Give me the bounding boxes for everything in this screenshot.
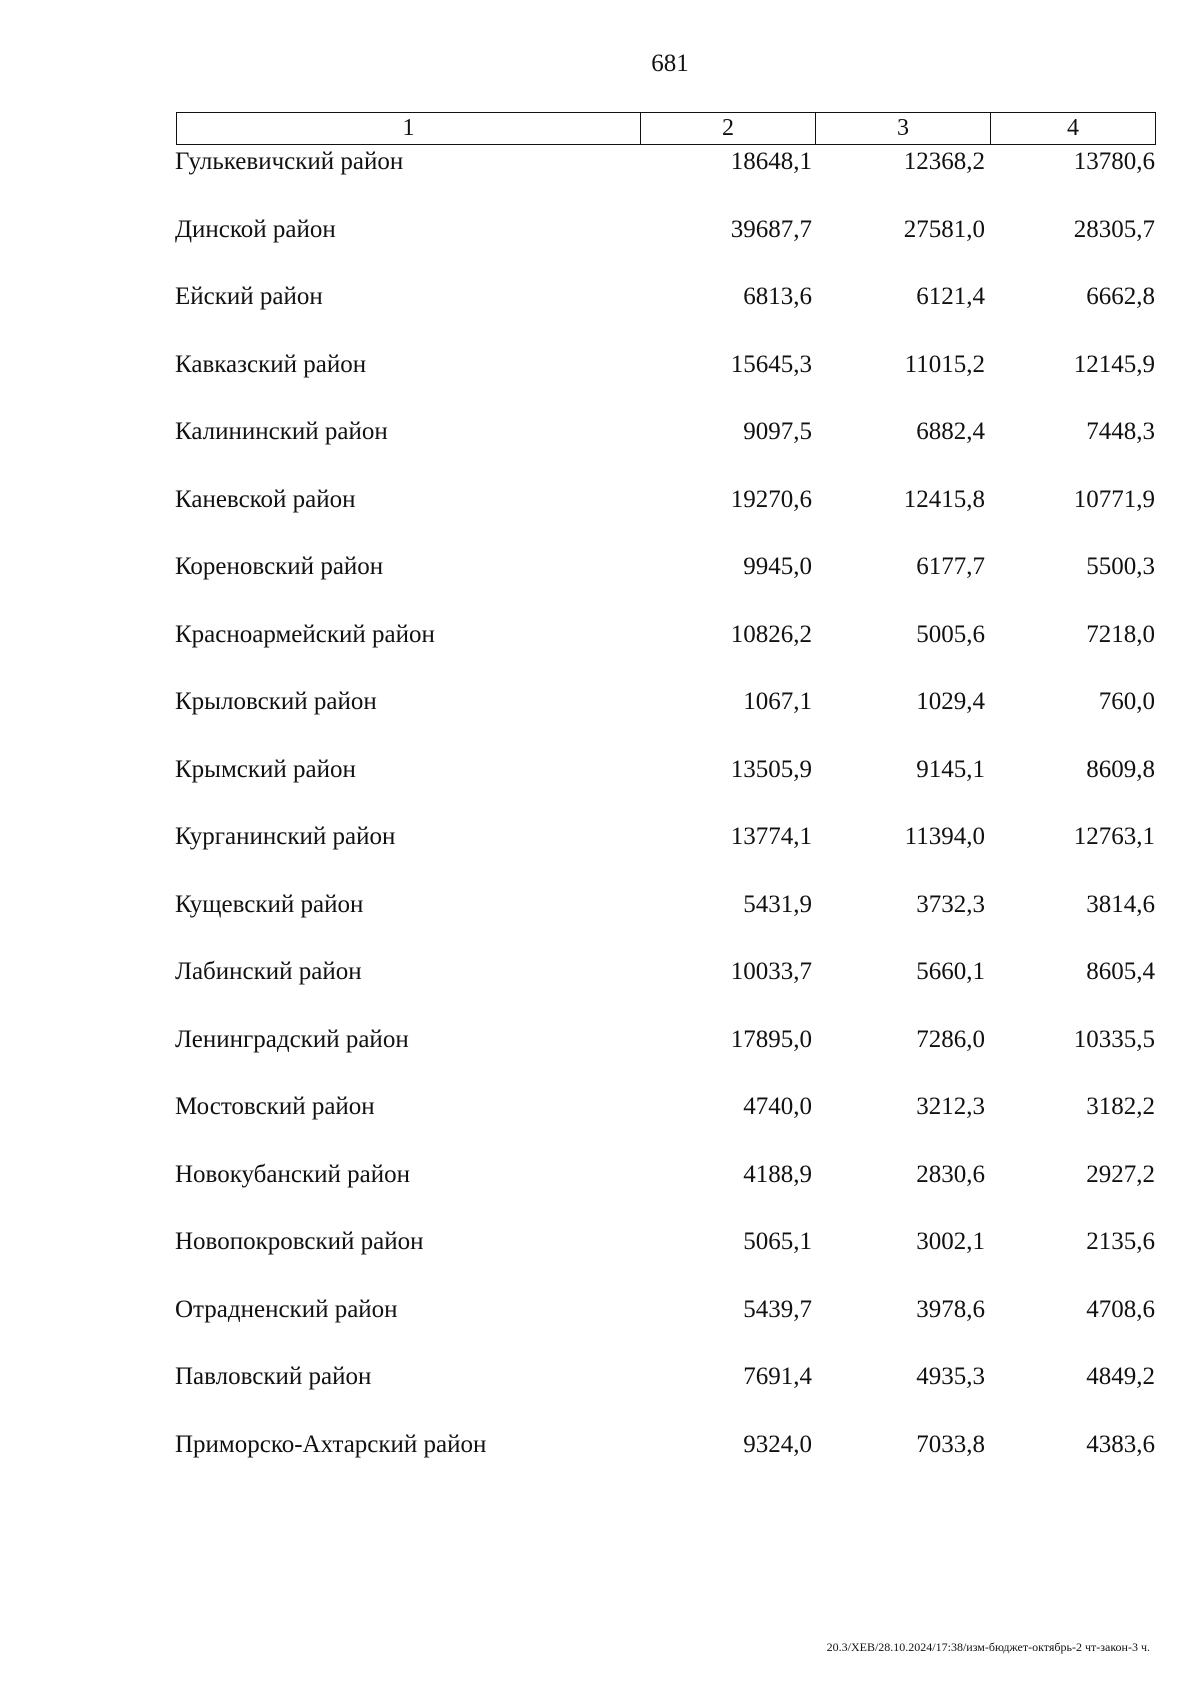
district-name: Курганинский район — [175, 823, 396, 850]
table-row — [0, 1296, 1200, 1336]
value-col-3: 5005,6 — [916, 620, 985, 648]
value-col-4: 2927,2 — [1086, 1160, 1155, 1188]
table-row — [0, 1228, 1200, 1268]
value-col-4: 5500,3 — [1086, 553, 1155, 580]
district-name: Динской район — [175, 215, 336, 243]
value-col-4: 8605,4 — [1086, 958, 1155, 985]
value-col-3: 3212,3 — [916, 1093, 985, 1120]
table-row — [0, 283, 1200, 323]
value-col-2: 9324,0 — [743, 1430, 812, 1458]
value-col-4: 4708,6 — [1086, 1295, 1155, 1323]
table-row — [0, 418, 1200, 458]
value-col-3: 12415,8 — [903, 485, 985, 513]
header-cell-1: 1 — [402, 115, 415, 141]
table-row — [0, 958, 1200, 998]
value-col-4: 8609,8 — [1086, 755, 1155, 783]
value-col-2: 13774,1 — [730, 823, 812, 850]
value-col-4: 3814,6 — [1086, 890, 1155, 918]
table-header — [176, 112, 1156, 145]
value-col-2: 15645,3 — [730, 350, 812, 378]
value-col-3: 6177,7 — [916, 553, 985, 580]
value-col-2: 1067,1 — [743, 688, 812, 715]
value-col-4: 4849,2 — [1086, 1363, 1155, 1390]
value-col-3: 12368,2 — [903, 148, 985, 175]
district-name: Гулькевичский район — [175, 148, 404, 175]
value-col-3: 9145,1 — [916, 755, 985, 783]
value-col-2: 9097,5 — [743, 418, 812, 445]
table-row — [0, 756, 1200, 796]
document-footer: 20.3/ХЕВ/28.10.2024/17:38/изм-бюджет-октябрь-2 чт-закон-3 ч. — [826, 1640, 1150, 1654]
value-col-3: 4935,3 — [916, 1363, 985, 1390]
value-col-2: 5439,7 — [743, 1295, 812, 1323]
district-name: Кавказский район — [175, 350, 367, 378]
district-name: Павловский район — [175, 1363, 372, 1390]
value-col-4: 10335,5 — [1073, 1025, 1155, 1053]
value-col-3: 6121,4 — [916, 283, 985, 310]
page-number: 681 — [651, 50, 689, 77]
table-row — [0, 823, 1200, 863]
table-row — [0, 351, 1200, 391]
value-col-3: 1029,4 — [916, 688, 985, 715]
value-col-4: 3182,2 — [1086, 1093, 1155, 1120]
value-col-2: 5065,1 — [743, 1228, 812, 1255]
value-col-4: 760,0 — [1098, 688, 1155, 715]
value-col-2: 6813,6 — [743, 283, 812, 310]
value-col-4: 6662,8 — [1086, 283, 1155, 310]
value-col-4: 2135,6 — [1086, 1228, 1155, 1255]
value-col-3: 3002,1 — [916, 1228, 985, 1255]
table-row — [0, 688, 1200, 728]
value-col-2: 10033,7 — [730, 958, 812, 985]
value-col-3: 2830,6 — [916, 1160, 985, 1188]
value-col-2: 18648,1 — [730, 148, 812, 175]
district-name: Ейский район — [175, 283, 323, 310]
table-row — [0, 148, 1200, 188]
table-row — [0, 486, 1200, 526]
value-col-3: 5660,1 — [916, 958, 985, 985]
table-row — [0, 1161, 1200, 1201]
value-col-2: 7691,4 — [743, 1363, 812, 1390]
value-col-2: 5431,9 — [743, 890, 812, 918]
district-name: Калининский район — [175, 418, 388, 445]
value-col-3: 7033,8 — [916, 1430, 985, 1458]
district-name: Крымский район — [175, 755, 356, 783]
table-row — [0, 553, 1200, 593]
value-col-2: 4188,9 — [743, 1160, 812, 1188]
header-cell-2: 2 — [640, 113, 815, 144]
value-col-3: 3732,3 — [916, 890, 985, 918]
value-col-2: 4740,0 — [743, 1093, 812, 1120]
district-name: Новокубанский район — [175, 1160, 410, 1188]
value-col-2: 39687,7 — [730, 215, 812, 243]
table-row — [0, 216, 1200, 256]
district-name: Отрадненский район — [175, 1295, 398, 1323]
district-name: Красноармейский район — [175, 620, 435, 648]
district-name: Приморско-Ахтарский район — [175, 1430, 487, 1458]
value-col-3: 3978,6 — [916, 1295, 985, 1323]
district-name: Кореновский район — [175, 553, 384, 580]
district-name: Крыловский район — [175, 688, 377, 715]
district-name: Новопокровский район — [175, 1228, 424, 1255]
value-col-3: 27581,0 — [903, 215, 985, 243]
value-col-4: 10771,9 — [1073, 485, 1155, 513]
value-col-4: 13780,6 — [1073, 148, 1155, 175]
value-col-2: 17895,0 — [730, 1025, 812, 1053]
header-cell-4: 4 — [990, 113, 1155, 144]
value-col-4: 7218,0 — [1086, 620, 1155, 648]
value-col-3: 6882,4 — [916, 418, 985, 445]
value-col-2: 19270,6 — [730, 485, 812, 513]
district-name: Каневской район — [175, 485, 356, 513]
district-name: Ленинградский район — [175, 1025, 409, 1053]
district-name: Мостовский район — [175, 1093, 375, 1120]
table-row — [0, 1363, 1200, 1403]
value-col-3: 11015,2 — [904, 350, 985, 378]
table-row — [0, 1431, 1200, 1471]
value-col-2: 13505,9 — [730, 755, 812, 783]
district-name: Кущевский район — [175, 890, 364, 918]
value-col-2: 10826,2 — [730, 620, 812, 648]
value-col-4: 28305,7 — [1073, 215, 1155, 243]
value-col-4: 12763,1 — [1073, 823, 1155, 850]
value-col-2: 9945,0 — [743, 553, 812, 580]
value-col-3: 11394,0 — [904, 823, 985, 850]
value-col-4: 4383,6 — [1086, 1430, 1155, 1458]
table-row — [0, 1026, 1200, 1066]
table-row — [0, 1093, 1200, 1133]
value-col-4: 12145,9 — [1073, 350, 1155, 378]
value-col-3: 7286,0 — [916, 1025, 985, 1053]
header-cell-3: 3 — [815, 113, 990, 144]
value-col-4: 7448,3 — [1086, 418, 1155, 445]
table-row — [0, 891, 1200, 931]
district-name: Лабинский район — [175, 958, 362, 985]
table-row — [0, 621, 1200, 661]
